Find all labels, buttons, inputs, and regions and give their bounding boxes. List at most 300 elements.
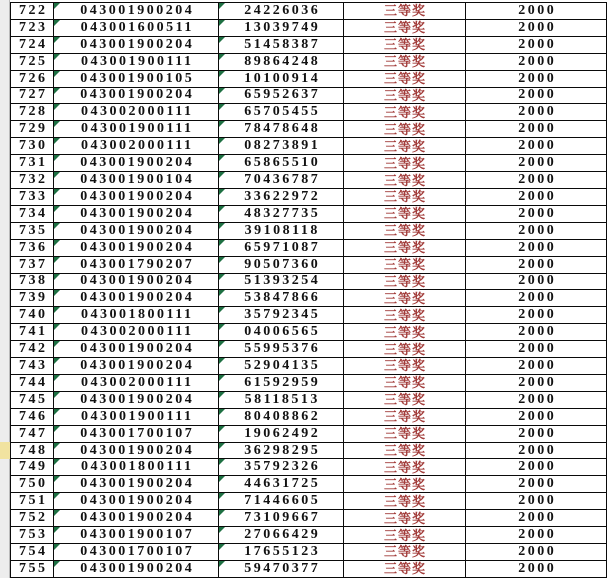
prize-amount-cell[interactable] (466, 20, 606, 36)
row-number-cell[interactable] (11, 121, 54, 137)
code-cell[interactable] (54, 20, 219, 36)
row-number-cell[interactable] (11, 493, 54, 509)
prize-amount-cell[interactable] (466, 172, 606, 188)
ticket-number-text: 13039749 (244, 19, 321, 35)
prize-level-cell[interactable] (344, 240, 466, 256)
code-text: 043001800111 (81, 307, 194, 323)
prize-amount-text: 2000 (518, 121, 557, 137)
code-cell[interactable] (54, 240, 219, 256)
ticket-number-cell[interactable] (219, 37, 344, 53)
ticket-number-text: 73109667 (244, 510, 321, 526)
code-cell[interactable] (54, 443, 219, 459)
error-indicator-icon (54, 307, 60, 313)
row-number-text: 726 (19, 70, 48, 86)
row-number-cell[interactable] (11, 324, 54, 340)
error-indicator-icon (219, 223, 225, 229)
code-cell[interactable] (54, 88, 219, 104)
prize-amount-cell[interactable] (466, 3, 606, 19)
row-number-cell[interactable] (11, 189, 54, 205)
code-cell[interactable] (54, 324, 219, 340)
row-number-cell[interactable] (11, 206, 54, 222)
prize-amount-cell[interactable] (466, 510, 606, 526)
code-cell[interactable] (54, 341, 219, 357)
ticket-number-cell[interactable] (219, 459, 344, 475)
table-row (11, 20, 606, 37)
prize-amount-cell[interactable] (466, 240, 606, 256)
row-number-cell[interactable] (11, 307, 54, 323)
row-number-cell[interactable] (11, 443, 54, 459)
code-cell[interactable] (54, 544, 219, 560)
ticket-number-cell[interactable] (219, 443, 344, 459)
prize-amount-cell[interactable] (466, 341, 606, 357)
ticket-number-cell[interactable] (219, 341, 344, 357)
row-number-text: 745 (19, 391, 48, 407)
prize-level-text: 三等奖 (383, 544, 426, 560)
prize-level-text: 三等奖 (383, 426, 426, 442)
ticket-number-cell[interactable] (219, 426, 344, 442)
row-number-cell[interactable] (11, 20, 54, 36)
code-cell[interactable] (54, 3, 219, 19)
row-number-text: 734 (19, 205, 48, 221)
prize-amount-cell[interactable] (466, 155, 606, 171)
code-text: 043001900204 (80, 155, 195, 171)
row-number-cell[interactable] (11, 104, 54, 120)
prize-amount-text: 2000 (518, 307, 557, 323)
prize-level-cell[interactable] (344, 409, 466, 425)
prize-amount-cell[interactable] (466, 223, 606, 239)
row-number-cell[interactable] (11, 561, 54, 577)
code-text: 043001900111 (81, 53, 194, 69)
code-cell[interactable] (54, 37, 219, 53)
row-number-text: 748 (19, 442, 48, 458)
ticket-number-cell[interactable] (219, 20, 344, 36)
ticket-number-text: 27066429 (244, 527, 321, 543)
ticket-number-cell[interactable] (219, 155, 344, 171)
ticket-number-cell[interactable] (219, 189, 344, 205)
prize-amount-cell[interactable] (466, 544, 606, 560)
ticket-number-cell[interactable] (219, 88, 344, 104)
prize-amount-cell[interactable] (466, 54, 606, 70)
row-number-cell[interactable] (11, 358, 54, 374)
row-number-cell[interactable] (11, 172, 54, 188)
code-cell[interactable] (54, 155, 219, 171)
table-row (11, 358, 606, 375)
error-indicator-icon (54, 290, 60, 296)
code-cell[interactable] (54, 257, 219, 273)
row-number-cell[interactable] (11, 426, 54, 442)
row-number-text: 739 (19, 290, 48, 306)
row-number-cell[interactable] (11, 544, 54, 560)
prize-level-text: 三等奖 (383, 392, 426, 408)
row-number-cell[interactable] (11, 290, 54, 306)
row-number-cell[interactable] (11, 71, 54, 87)
error-indicator-icon (54, 544, 60, 550)
error-indicator-icon (54, 223, 60, 229)
prize-level-text: 三等奖 (383, 290, 426, 306)
code-cell[interactable] (54, 274, 219, 290)
code-cell[interactable] (54, 493, 219, 509)
code-text: 043001900204 (80, 188, 195, 204)
code-cell[interactable] (54, 206, 219, 222)
prize-amount-cell[interactable] (466, 409, 606, 425)
ticket-number-text: 48327735 (244, 205, 321, 221)
prize-level-text: 三等奖 (383, 121, 426, 137)
ticket-number-cell[interactable] (219, 206, 344, 222)
row-number-text: 738 (19, 273, 48, 289)
row-number-text: 737 (19, 256, 48, 272)
table-row (11, 172, 606, 189)
prize-level-cell[interactable] (344, 172, 466, 188)
prize-amount-text: 2000 (518, 155, 557, 171)
prize-amount-cell[interactable] (466, 257, 606, 273)
row-number-text: 731 (19, 155, 48, 171)
ticket-number-cell[interactable] (219, 409, 344, 425)
ticket-number-cell[interactable] (219, 172, 344, 188)
ticket-number-cell[interactable] (219, 392, 344, 408)
error-indicator-icon (219, 307, 225, 313)
prize-level-cell[interactable] (344, 206, 466, 222)
prize-amount-text: 2000 (518, 172, 557, 188)
ticket-number-text: 70436787 (244, 172, 321, 188)
code-cell[interactable] (54, 561, 219, 577)
prize-amount-cell[interactable] (466, 307, 606, 323)
ticket-number-text: 08273891 (244, 138, 321, 154)
prize-level-text: 三等奖 (383, 223, 426, 239)
row-number-cell[interactable] (11, 88, 54, 104)
prize-level-text: 三等奖 (383, 206, 426, 222)
row-number-text: 736 (19, 239, 48, 255)
row-number-cell[interactable] (11, 341, 54, 357)
ticket-number-cell[interactable] (219, 290, 344, 306)
ticket-number-cell[interactable] (219, 510, 344, 526)
row-number-cell[interactable] (11, 274, 54, 290)
prize-level-cell[interactable] (344, 88, 466, 104)
row-number-text: 750 (19, 476, 48, 492)
prize-level-cell[interactable] (344, 443, 466, 459)
prize-level-text: 三等奖 (383, 341, 426, 357)
row-number-cell[interactable] (11, 459, 54, 475)
table-row (11, 561, 606, 578)
prize-amount-text: 2000 (518, 442, 557, 458)
error-indicator-icon (54, 443, 60, 449)
code-cell[interactable] (54, 459, 219, 475)
error-indicator-icon (54, 358, 60, 364)
ticket-number-cell[interactable] (219, 240, 344, 256)
ticket-number-text: 24226036 (244, 3, 321, 18)
code-cell[interactable] (54, 409, 219, 425)
code-cell[interactable] (54, 189, 219, 205)
prize-level-cell[interactable] (344, 223, 466, 239)
prize-amount-cell[interactable] (466, 493, 606, 509)
code-text: 043001900204 (80, 3, 195, 18)
ticket-number-cell[interactable] (219, 358, 344, 374)
prize-amount-cell[interactable] (466, 138, 606, 154)
table-row (11, 88, 606, 105)
error-indicator-icon (54, 341, 60, 347)
code-text: 043001900204 (80, 560, 195, 576)
prize-amount-cell[interactable] (466, 443, 606, 459)
row-number-cell[interactable] (11, 409, 54, 425)
row-number-text: 740 (19, 307, 48, 323)
prize-level-text: 三等奖 (383, 527, 426, 543)
error-indicator-icon (54, 155, 60, 161)
prize-amount-cell[interactable] (466, 290, 606, 306)
code-text: 043002000111 (81, 138, 194, 154)
ticket-number-text: 19062492 (244, 425, 321, 441)
ticket-number-cell[interactable] (219, 71, 344, 87)
ticket-number-cell[interactable] (219, 561, 344, 577)
code-cell[interactable] (54, 223, 219, 239)
prize-amount-cell[interactable] (466, 476, 606, 492)
error-indicator-icon (219, 121, 225, 127)
code-cell[interactable] (54, 426, 219, 442)
prize-level-cell[interactable] (344, 307, 466, 323)
prize-amount-text: 2000 (518, 3, 557, 18)
row-number-cell[interactable] (11, 375, 54, 391)
prize-level-cell[interactable] (344, 510, 466, 526)
prize-level-text: 三等奖 (383, 20, 426, 36)
table-row (11, 493, 606, 510)
prize-level-cell[interactable] (344, 341, 466, 357)
code-text: 043001900204 (80, 87, 195, 103)
row-number-cell[interactable] (11, 257, 54, 273)
prize-amount-cell[interactable] (466, 37, 606, 53)
ticket-number-text: 35792345 (244, 307, 321, 323)
error-indicator-icon (54, 88, 60, 94)
error-indicator-icon (54, 104, 60, 110)
ticket-number-text: 39108118 (244, 222, 320, 238)
code-cell[interactable] (54, 307, 219, 323)
error-indicator-icon (219, 3, 225, 9)
prize-amount-text: 2000 (518, 188, 557, 204)
prize-amount-cell[interactable] (466, 189, 606, 205)
error-indicator-icon (54, 172, 60, 178)
prize-level-cell[interactable] (344, 121, 466, 137)
prize-amount-cell[interactable] (466, 375, 606, 391)
prize-amount-cell[interactable] (466, 426, 606, 442)
row-number-cell[interactable] (11, 54, 54, 70)
code-text: 043001700107 (80, 425, 195, 441)
ticket-number-text: 59470377 (244, 560, 321, 576)
row-number-cell[interactable] (11, 37, 54, 53)
error-indicator-icon (54, 274, 60, 280)
ticket-number-cell[interactable] (219, 544, 344, 560)
code-text: 043001900204 (80, 341, 195, 357)
prize-level-cell[interactable] (344, 3, 466, 19)
row-number-cell[interactable] (11, 392, 54, 408)
prize-level-cell[interactable] (344, 290, 466, 306)
table-row (11, 71, 606, 88)
prize-level-cell[interactable] (344, 20, 466, 36)
row-number-cell[interactable] (11, 527, 54, 543)
row-number-cell[interactable] (11, 138, 54, 154)
ticket-number-text: 44631725 (244, 476, 321, 492)
prize-amount-cell[interactable] (466, 274, 606, 290)
prize-level-text: 三等奖 (383, 273, 426, 289)
error-indicator-icon (219, 341, 225, 347)
left-column-sliver (0, 0, 10, 578)
prize-level-cell[interactable] (344, 493, 466, 509)
prize-amount-cell[interactable] (466, 104, 606, 120)
ticket-number-cell[interactable] (219, 3, 344, 19)
table-row (11, 121, 606, 138)
error-indicator-icon (54, 527, 60, 533)
code-cell[interactable] (54, 121, 219, 137)
prize-level-cell[interactable] (344, 544, 466, 560)
table-row (11, 324, 606, 341)
row-number-cell[interactable] (11, 510, 54, 526)
error-indicator-icon (219, 104, 225, 110)
prize-level-cell[interactable] (344, 71, 466, 87)
prize-level-cell[interactable] (344, 358, 466, 374)
row-number-cell[interactable] (11, 223, 54, 239)
code-text: 043001900204 (80, 222, 195, 238)
prize-level-cell[interactable] (344, 375, 466, 391)
code-cell[interactable] (54, 392, 219, 408)
prize-amount-cell[interactable] (466, 358, 606, 374)
prize-level-cell[interactable] (344, 54, 466, 70)
table-row (11, 274, 606, 291)
error-indicator-icon (54, 257, 60, 263)
table-row (11, 527, 606, 544)
prize-level-text: 三等奖 (383, 87, 426, 103)
table-row (11, 37, 606, 54)
ticket-number-cell[interactable] (219, 274, 344, 290)
row-number-text: 754 (19, 544, 48, 559)
prize-level-cell[interactable] (344, 476, 466, 492)
code-text: 043001900204 (80, 493, 195, 509)
code-text: 043001600511 (80, 19, 194, 35)
prize-level-cell[interactable] (344, 155, 466, 171)
ticket-number-text: 51393254 (244, 273, 321, 289)
prize-level-text: 三等奖 (383, 155, 426, 171)
row-number-cell[interactable] (11, 240, 54, 256)
prize-level-cell[interactable] (344, 138, 466, 154)
prize-amount-text: 2000 (518, 239, 557, 255)
code-cell[interactable] (54, 510, 219, 526)
ticket-number-cell[interactable] (219, 493, 344, 509)
ticket-number-text: 58118513 (244, 391, 320, 407)
ticket-number-text: 65952637 (244, 87, 321, 103)
table-row (11, 426, 606, 443)
prize-amount-cell[interactable] (466, 392, 606, 408)
table-row (11, 3, 606, 20)
row-number-cell[interactable] (11, 155, 54, 171)
row-number-cell[interactable] (11, 3, 54, 19)
prize-level-text: 三等奖 (383, 409, 426, 425)
row-number-cell[interactable] (11, 476, 54, 492)
error-indicator-icon (219, 493, 225, 499)
code-cell[interactable] (54, 375, 219, 391)
ticket-number-text: 65865510 (244, 155, 321, 171)
prize-amount-text: 2000 (518, 104, 557, 120)
prize-amount-cell[interactable] (466, 121, 606, 137)
prize-level-text: 三等奖 (383, 493, 426, 509)
ticket-number-cell[interactable] (219, 54, 344, 70)
row-number-text: 732 (19, 172, 48, 188)
code-cell[interactable] (54, 476, 219, 492)
prize-amount-cell[interactable] (466, 459, 606, 475)
table-row (11, 544, 606, 561)
ticket-number-cell[interactable] (219, 257, 344, 273)
prize-level-cell[interactable] (344, 37, 466, 53)
code-cell[interactable] (54, 138, 219, 154)
ticket-number-text: 89864248 (244, 53, 321, 69)
prize-level-cell[interactable] (344, 426, 466, 442)
ticket-number-cell[interactable] (219, 324, 344, 340)
ticket-number-text: 53847866 (244, 290, 321, 306)
error-indicator-icon (219, 443, 225, 449)
prize-level-cell[interactable] (344, 527, 466, 543)
prize-amount-cell[interactable] (466, 71, 606, 87)
code-cell[interactable] (54, 527, 219, 543)
prize-level-cell[interactable] (344, 392, 466, 408)
table-row (11, 341, 606, 358)
error-indicator-icon (54, 324, 60, 330)
prize-level-cell[interactable] (344, 189, 466, 205)
prize-amount-text: 2000 (518, 476, 557, 492)
code-cell[interactable] (54, 71, 219, 87)
ticket-number-cell[interactable] (219, 476, 344, 492)
ticket-number-cell[interactable] (219, 307, 344, 323)
code-cell[interactable] (54, 358, 219, 374)
table-row (11, 206, 606, 223)
error-indicator-icon (54, 54, 60, 60)
prize-amount-text: 2000 (518, 459, 557, 475)
ticket-number-text: 10100914 (244, 70, 321, 86)
prize-level-cell[interactable] (344, 459, 466, 475)
code-cell[interactable] (54, 104, 219, 120)
ticket-number-cell[interactable] (219, 223, 344, 239)
prize-amount-cell[interactable] (466, 527, 606, 543)
prize-amount-text: 2000 (518, 560, 557, 576)
prize-amount-text: 2000 (518, 138, 557, 154)
prize-level-cell[interactable] (344, 324, 466, 340)
prize-amount-cell[interactable] (466, 561, 606, 577)
ticket-number-cell[interactable] (219, 104, 344, 120)
ticket-number-text: 90507360 (244, 256, 321, 272)
code-cell[interactable] (54, 290, 219, 306)
ticket-number-cell[interactable] (219, 138, 344, 154)
prize-amount-cell[interactable] (466, 206, 606, 222)
table-row (11, 257, 606, 274)
prize-amount-text: 2000 (518, 493, 557, 509)
ticket-number-cell[interactable] (219, 527, 344, 543)
error-indicator-icon (219, 459, 225, 465)
prize-level-text: 三等奖 (383, 476, 426, 492)
code-text: 043001900107 (80, 527, 195, 543)
prize-amount-text: 2000 (518, 273, 557, 289)
code-cell[interactable] (54, 54, 219, 70)
ticket-number-cell[interactable] (219, 375, 344, 391)
error-indicator-icon (219, 206, 225, 212)
ticket-number-cell[interactable] (219, 121, 344, 137)
code-text: 043001900111 (81, 121, 194, 137)
prize-amount-text: 2000 (518, 256, 557, 272)
error-indicator-icon (54, 426, 60, 432)
prize-level-cell[interactable] (344, 561, 466, 577)
error-indicator-icon (219, 324, 225, 330)
prize-amount-text: 2000 (518, 205, 557, 221)
prize-amount-cell[interactable] (466, 324, 606, 340)
prize-amount-cell[interactable] (466, 88, 606, 104)
prize-level-cell[interactable] (344, 274, 466, 290)
error-indicator-icon (219, 172, 225, 178)
code-cell[interactable] (54, 172, 219, 188)
prize-level-text: 三等奖 (383, 375, 426, 391)
prize-level-cell[interactable] (344, 104, 466, 120)
prize-level-cell[interactable] (344, 257, 466, 273)
